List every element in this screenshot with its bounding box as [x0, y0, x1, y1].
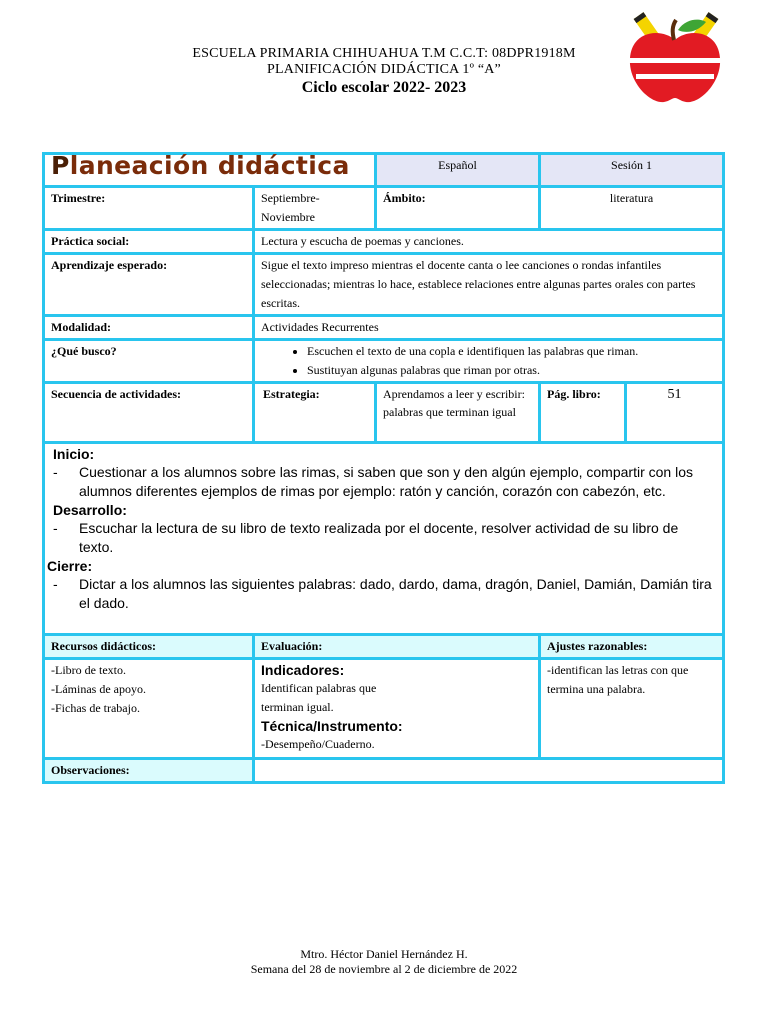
practica-label: Práctica social: [44, 230, 254, 254]
busco-item: • Sustituyan algunas palabras que riman por otras. [307, 361, 716, 380]
trimestre-value: Septiembre-Noviembre [254, 187, 376, 230]
trimestre-label: Trimestre: [44, 187, 254, 230]
plan-title: Planeación didáctica [51, 151, 350, 180]
recursos-list [44, 659, 254, 759]
teacher-name: Mtro. Héctor Daniel Hernández H. [300, 947, 468, 961]
subject-cell: Español [376, 154, 540, 187]
recurso-item: -Fichas de trabajo. [51, 701, 140, 715]
secuencia-label: Secuencia de actividades: [44, 383, 254, 443]
plan-title-cell [44, 151, 376, 187]
planning-title: PLANIFICACIÓN DIDÁCTICA 1º “A” [267, 62, 501, 77]
tecnica-value: -Desempeño/Cuaderno. [261, 737, 375, 751]
busco-item: • Escuchen el texto de una copla e identifiquen las palabras que riman. [307, 342, 716, 361]
ajustes-label: Ajustes razonables: [540, 635, 724, 659]
session-cell: Sesión 1 [540, 154, 724, 187]
recurso-item: -Libro de texto. [51, 663, 126, 677]
aprendizaje-label: Aprendizaje esperado: [44, 254, 254, 316]
busco-list [261, 342, 716, 380]
modalidad-value: Actividades Recurrentes [254, 316, 724, 340]
week-range: Semana del 28 de noviembre al 2 de diciembre de 2022 [250, 962, 518, 976]
inicio-item: - Cuestionar a los alumnos sobre las rimas, si saben que son y den algún ejemplo, compartir con los alumnos diferentes ejemplos de rimas por ejemplo: ratón y canción, corazón con cabezón, etc. [53, 464, 693, 499]
desarrollo-item: - Escuchar la lectura de su libro de texto realizada por el docente, resolver actividad de su libro de texto. [53, 520, 679, 555]
observaciones-value [254, 759, 724, 783]
recurso-item: -Láminas de apoyo. [51, 682, 146, 696]
observaciones-label: Observaciones: [44, 759, 254, 783]
pag-label: Pág. libro: [540, 383, 626, 443]
busco-list-cell [254, 340, 724, 383]
modalidad-label: Modalidad: [44, 316, 254, 340]
practica-value: Lectura y escucha de poemas y canciones. [254, 230, 724, 254]
recursos-label: Recursos didácticos: [44, 635, 254, 659]
busco-label: ¿Qué busco? [44, 340, 254, 383]
inicio-heading: Inicio: [53, 446, 95, 462]
school-name: ESCUELA PRIMARIA CHIHUAHUA T.M C.C.T: 08DPR1918M [192, 46, 576, 61]
evaluacion-cell [254, 659, 540, 759]
tecnica-heading: Técnica/Instrumento: [261, 718, 403, 734]
planning-table [42, 152, 725, 784]
apple-with-pencils-icon [622, 10, 728, 106]
ajustes-value: -identifican las letras con que termina una palabra. [540, 659, 724, 759]
indicadores-heading: Indicadores: [261, 662, 345, 678]
activity-sequence [44, 443, 724, 635]
ambito-label: Ámbito: [376, 187, 540, 230]
document-footer [0, 947, 768, 977]
ambito-value: literatura [540, 187, 724, 230]
estrategia-value: Aprendamos a leer y escribir: palabras que terminan igual [376, 383, 540, 443]
estrategia-label: Estrategia: [254, 383, 376, 443]
aprendizaje-value: Sigue el texto impreso mientras el docente canta o lee canciones o rondas infantiles seleccionadas; mientras lo hace, establece relaciones entre algunas partes orales con partes escritas. [254, 254, 724, 316]
pag-value: 51 [626, 383, 724, 443]
cierre-heading: Cierre: [47, 558, 93, 574]
desarrollo-heading: Desarrollo: [53, 502, 127, 518]
school-year: Ciclo escolar 2022- 2023 [301, 79, 467, 96]
evaluacion-label: Evaluación: [254, 635, 540, 659]
indicadores-value: Identifican palabras que terminan igual. [261, 681, 377, 714]
cierre-item: - Dictar a los alumnos las siguientes palabras: dado, dardo, dama, dragón, Daniel, Damián, Damián tira el dado. [53, 576, 712, 611]
